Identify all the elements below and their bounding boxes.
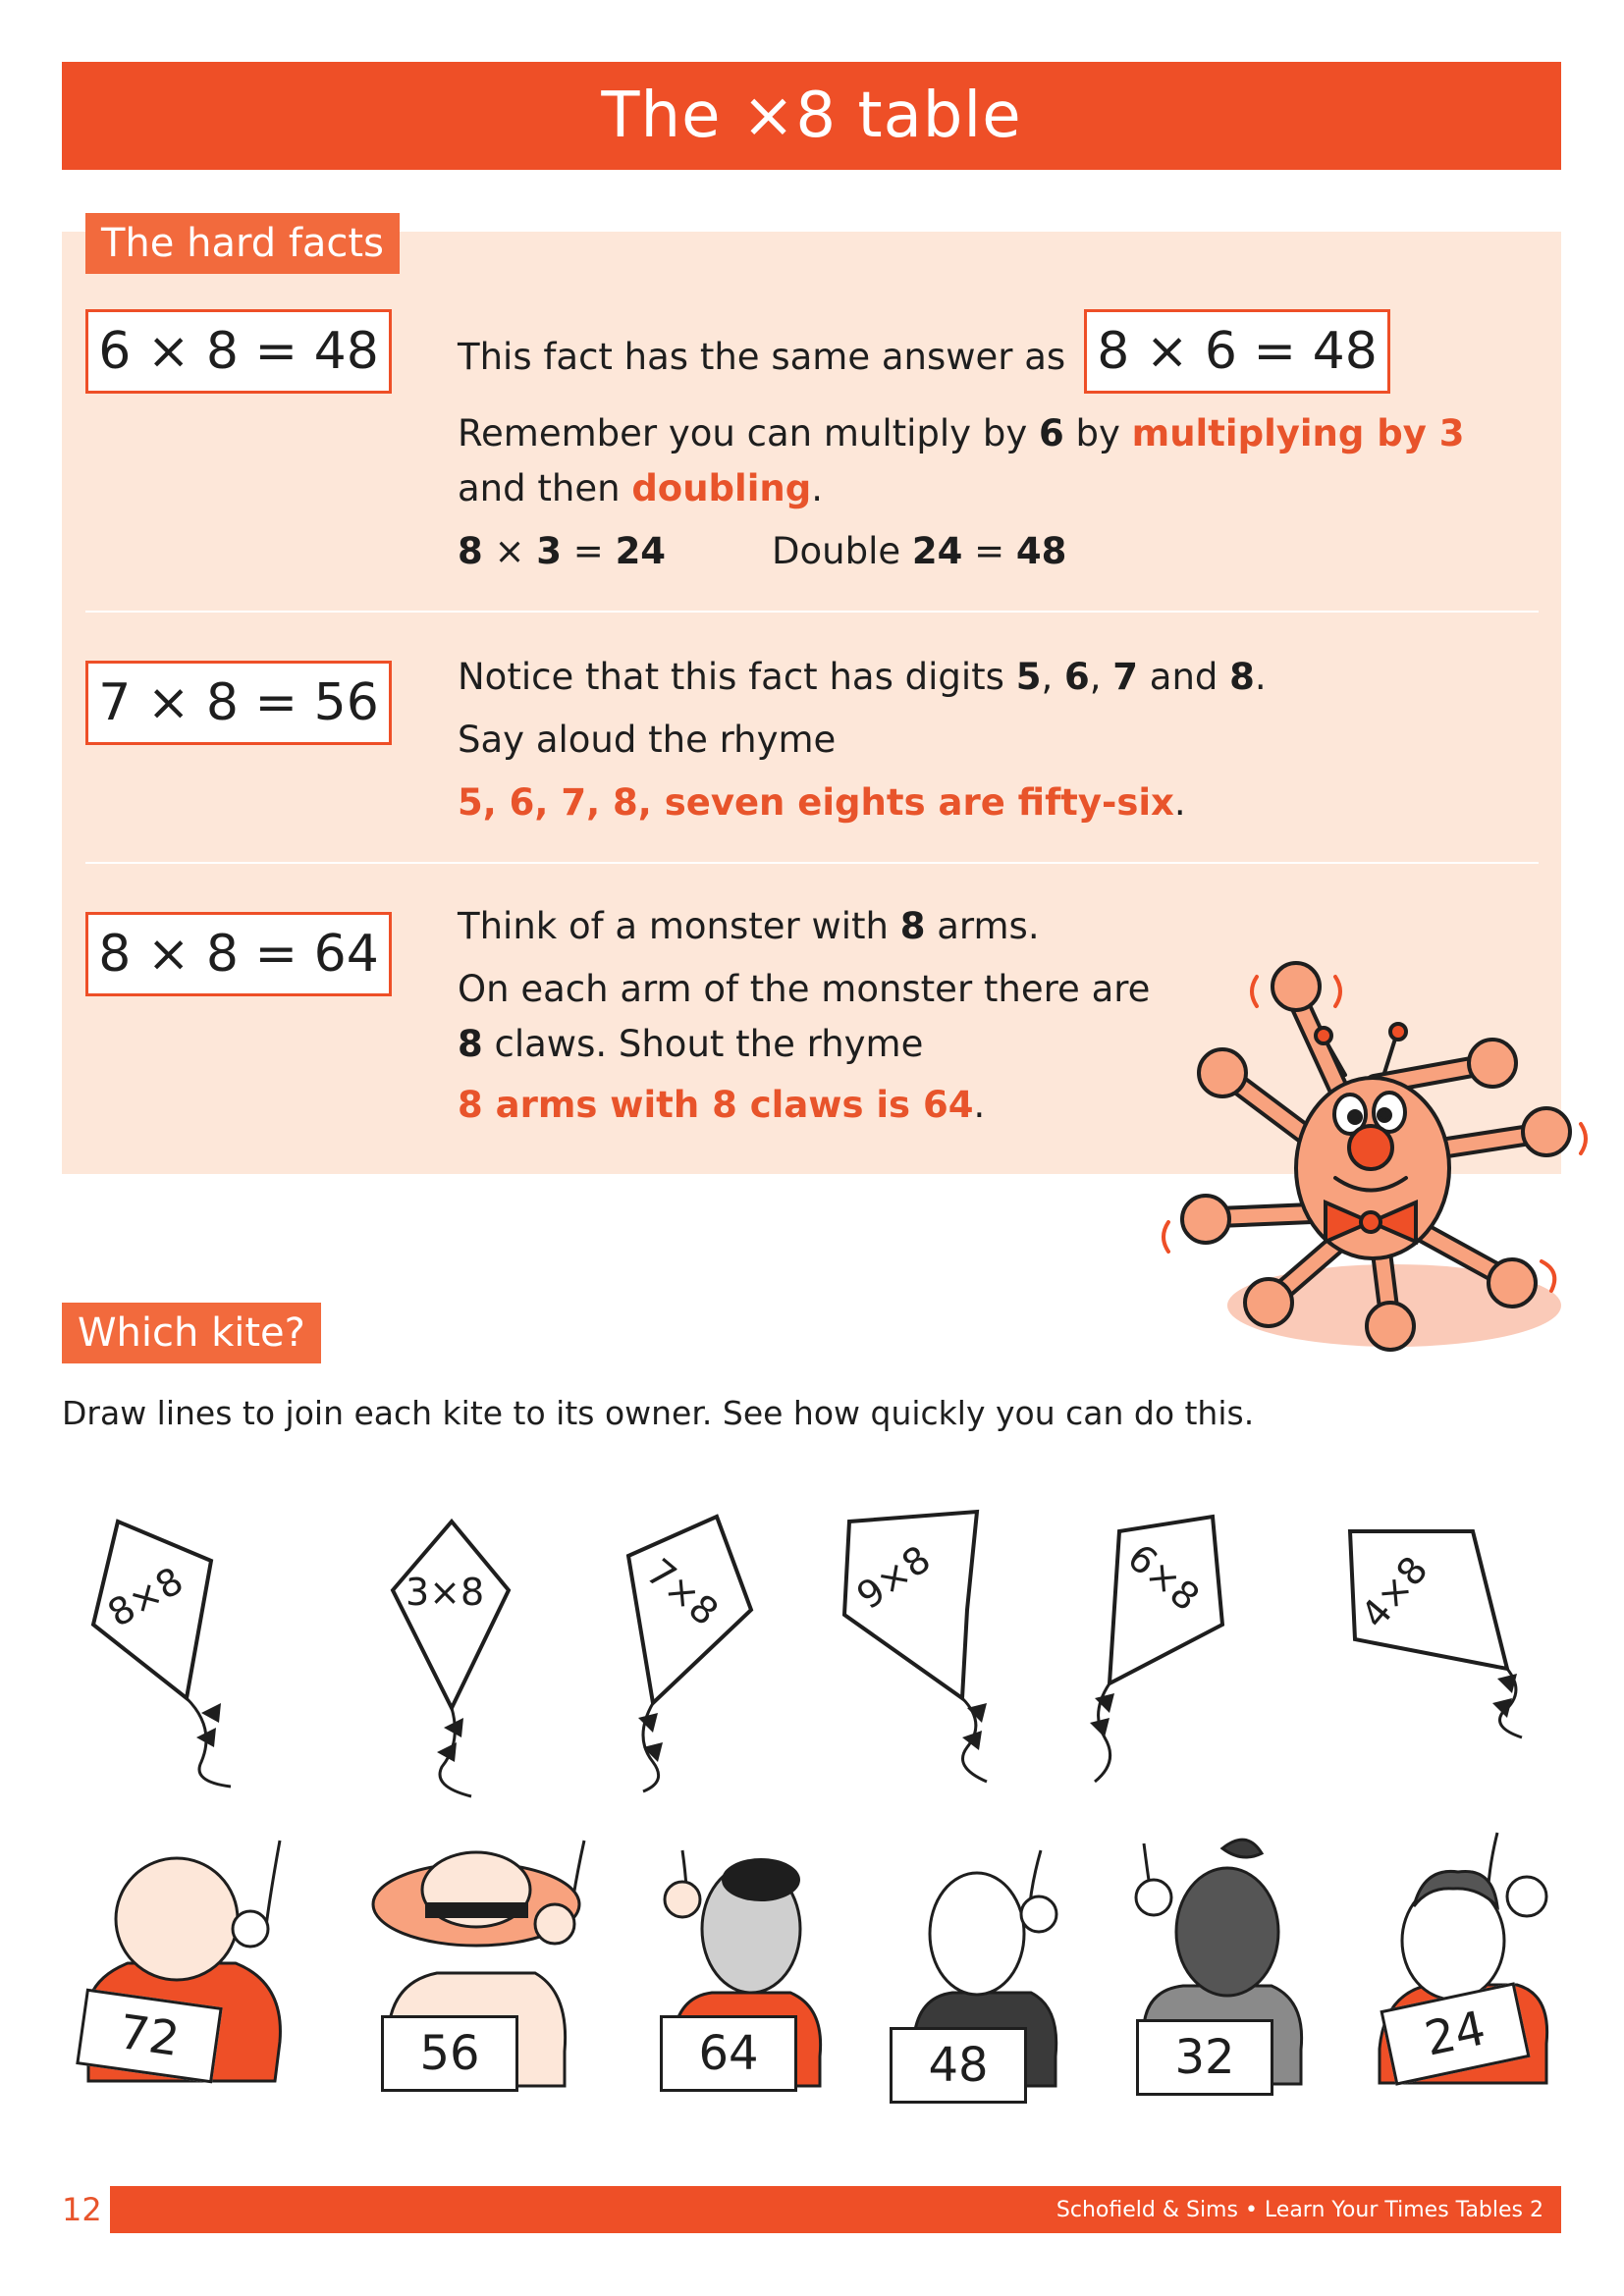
- owner-sign-5: 32: [1136, 2019, 1273, 2096]
- kite-label-5: 6×8: [1119, 1535, 1208, 1620]
- calc-double-24: Double 24 = 48: [772, 530, 1067, 572]
- page-number: 12: [62, 2191, 102, 2228]
- kite-icon: [839, 1507, 1006, 1791]
- footer-bar: [110, 2186, 1561, 2233]
- divider: [85, 862, 1539, 864]
- multiply-tip-line1: Remember you can multiply by 6 by multiplying by 3: [458, 412, 1465, 454]
- fact-box-8x8: 8 × 8 = 64: [85, 912, 392, 996]
- same-answer-text: This fact has the same answer as: [458, 336, 1066, 378]
- monster-illustration: [1149, 937, 1600, 1389]
- kite-icon: [1345, 1526, 1532, 1742]
- owner-sign-6: 24: [1380, 1982, 1530, 2085]
- say-aloud-text: Say aloud the rhyme: [458, 719, 837, 761]
- kite-label-2: 3×8: [406, 1571, 485, 1614]
- monster-text-line2: On each arm of the monster there are: [458, 968, 1151, 1010]
- rhyme-8x8: 8 arms with 8 claws is 64.: [458, 1084, 986, 1126]
- owner-sign-4: 48: [890, 2027, 1027, 2104]
- hard-facts-heading: The hard facts: [85, 213, 400, 274]
- owner-sign-3: 64: [660, 2015, 797, 2092]
- footer-text: Schofield & Sims • Learn Your Times Tables 2: [1056, 2197, 1543, 2222]
- owner-sign-2: 56: [381, 2015, 518, 2092]
- owner-sign-1: 72: [76, 1989, 222, 2084]
- monster-text-line1: Think of a monster with 8 arms.: [458, 905, 1040, 947]
- fact-box-6x8: 6 × 8 = 48: [85, 309, 392, 394]
- monster-text-line3: 8 claws. Shout the rhyme: [458, 1023, 924, 1065]
- kite-label-6: 4×8: [1352, 1548, 1436, 1636]
- fact-box-8x6: 8 × 6 = 48: [1084, 309, 1390, 394]
- kite-label-4: 9×8: [848, 1536, 939, 1619]
- page-title: The ×8 table: [62, 62, 1561, 170]
- kite-label-3: 7×8: [638, 1550, 727, 1634]
- calc-8x3: 8 × 3 = 24: [458, 530, 667, 572]
- kite-icon: [383, 1517, 540, 1801]
- kite-icon: [614, 1512, 761, 1796]
- kite-icon: [83, 1517, 250, 1791]
- divider: [85, 611, 1539, 613]
- rhyme-7x8: 5, 6, 7, 8, seven eights are fifty-six.: [458, 781, 1186, 824]
- multiply-tip-line2: and then doubling.: [458, 467, 824, 509]
- digits-notice: Notice that this fact has digits 5, 6, 7 and 8.: [458, 656, 1267, 698]
- kite-instructions: Draw lines to join each kite to its owner. See how quickly you can do this.: [62, 1394, 1255, 1432]
- which-kite-heading: Which kite?: [62, 1303, 321, 1363]
- fact-box-7x8: 7 × 8 = 56: [85, 661, 392, 745]
- kite-label-1: 8×8: [100, 1558, 190, 1636]
